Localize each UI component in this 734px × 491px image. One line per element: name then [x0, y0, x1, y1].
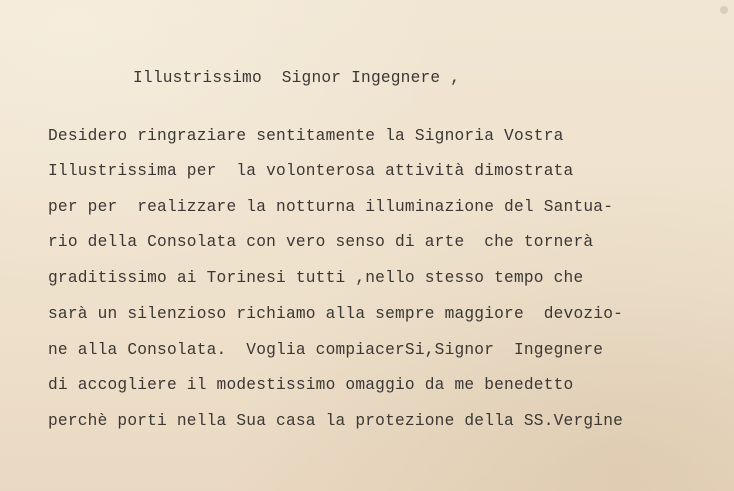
letter-line-6: sarà un silenzioso richiamo alla sempre maggiore devozio-: [48, 305, 624, 323]
letter-line-3: per per realizzare la notturna illuminazione del Santua-: [48, 198, 614, 216]
letter-line-9: perchè porti nella Sua casa la protezione della SS.Vergine: [48, 412, 624, 430]
letter-line-5: graditissimo ai Torinesi tutti ,nello stesso tempo che: [48, 269, 584, 287]
letter-greeting: Illustrissimo Signor Ingegnere ,: [133, 69, 461, 87]
letter-line-1: Desidero ringraziare sentitamente la Signoria Vostra: [48, 127, 564, 145]
letter-line-8: di accogliere il modestissimo omaggio da me benedetto: [48, 376, 574, 394]
letter-line-4: rio della Consolata con vero senso di arte che tornerà: [48, 233, 594, 251]
letter-line-2: Illustrissima per la volonterosa attività dimostrata: [48, 162, 574, 180]
letter-line-7: ne alla Consolata. Voglia compiacerSi,Signor Ingegnere: [48, 341, 604, 359]
paper-stain: [720, 6, 728, 14]
